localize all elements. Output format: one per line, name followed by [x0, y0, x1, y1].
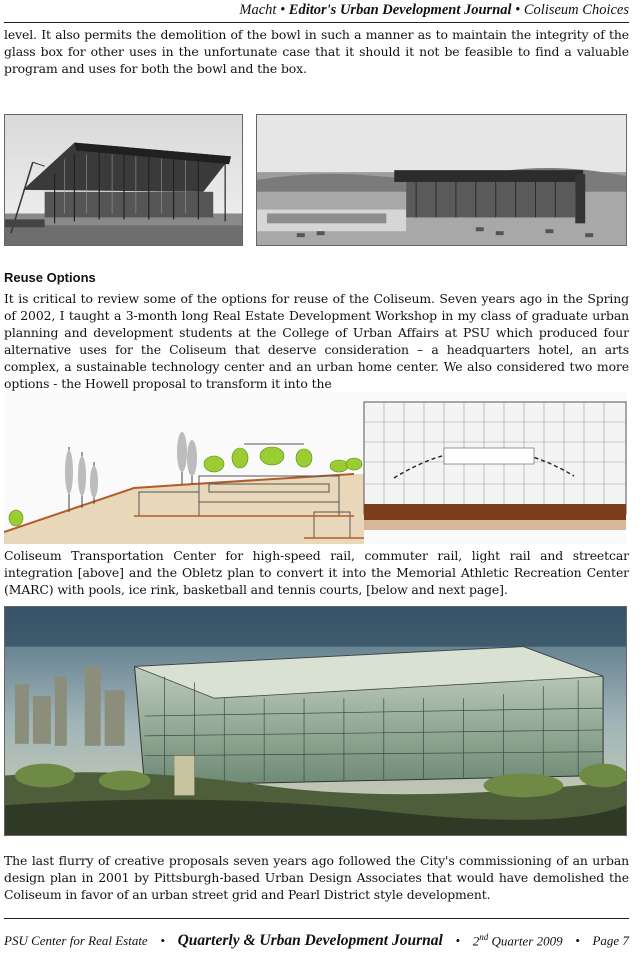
paragraph-1: level. It also permits the demolition of the bowl in such a manner as to maintain the integrity of the glass box for other uses in the unfortunate case that it should it not be feasible to find a valuable program and uses for both the bowl and the box.	[4, 27, 629, 76]
page-number: Page 7	[592, 933, 629, 949]
header-separator: •	[280, 2, 286, 18]
paragraph-2: It is critical to review some of the options for reuse of the Coliseum. Seven years ago in the Spring of 2002, I taught a 3-month long Real Estate Development Workshop in my class of graduate urban planning and development students at the College of Urban Affairs at PSU which produced four alternative uses for the Coliseum that deserve consideration – a headquarters hotel, an arts complex, a sustainable technology center and an urban home center. We also considered two more options - the Howell proposal to transform it into the	[4, 291, 629, 391]
paragraph-4: The last flurry of creative proposals seven years ago followed the City's commissioning of an urban design plan in 2001 by Pittsburgh-based Urban Design Associates that would have demolished the Coliseum in favor of an urban street grid and Pearl District style development.	[4, 853, 629, 902]
footer-separator: •	[160, 933, 165, 949]
header-journal: Editor's Urban Development Journal	[288, 2, 512, 18]
marc-rendering-image	[4, 606, 627, 836]
footer-separator: •	[455, 933, 461, 949]
running-header	[4, 0, 629, 22]
footer-separator: •	[575, 933, 580, 949]
coliseum-construction-photo-2	[256, 114, 627, 246]
header-section: Coliseum Choices	[523, 2, 629, 18]
footer-org: PSU Center for Real Estate	[4, 933, 148, 949]
footer-rule	[4, 918, 629, 919]
running-footer	[4, 932, 629, 950]
footer-journal: Quarterly & Urban Development Journal	[177, 932, 443, 950]
header-rule	[4, 22, 629, 23]
header-separator: •	[515, 2, 521, 18]
footer-quarter: 2nd Quarter 2009	[472, 932, 563, 949]
coliseum-construction-photo-1	[4, 114, 243, 246]
header-author: Macht	[239, 2, 277, 18]
paragraph-3: Coliseum Transportation Center for high-speed rail, commuter rail, light rail and streetcar integration [above] and the Obletz plan to convert it into the Memorial Athletic Recreation Center (MARC) with pools, ice rink, basketball and tennis courts, [below and next page].	[4, 548, 629, 597]
transportation-center-section-drawing	[4, 392, 627, 544]
section-heading: Reuse Options	[4, 270, 96, 285]
